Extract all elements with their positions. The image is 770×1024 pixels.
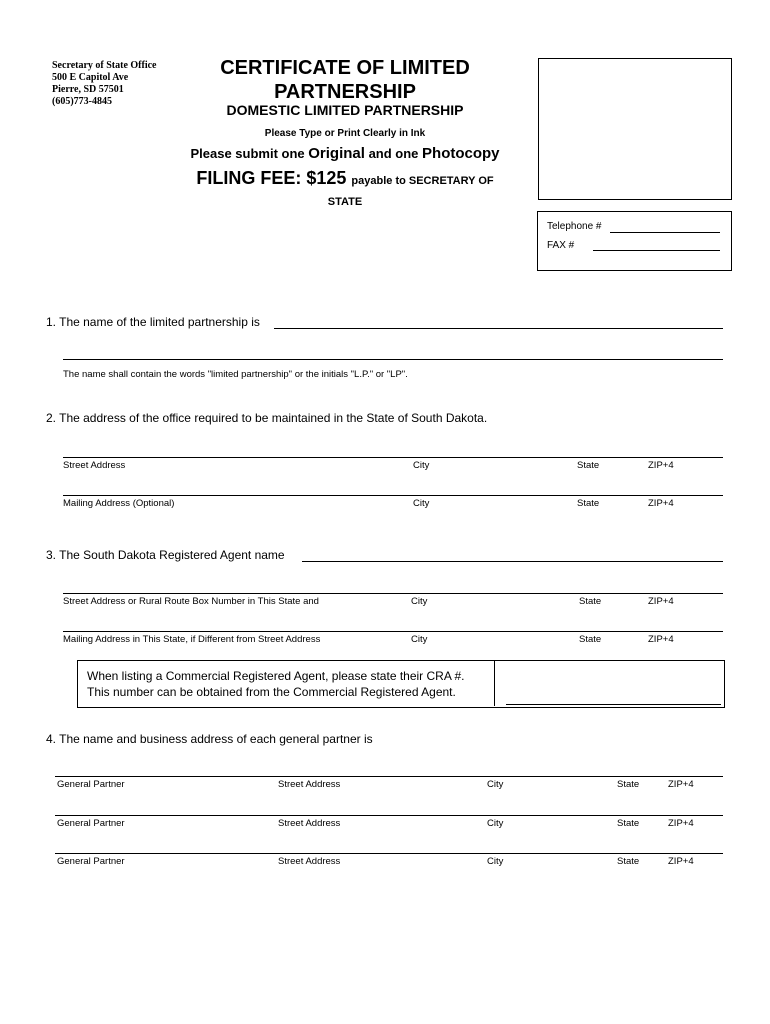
office-mailing-address-field[interactable] [63,495,723,496]
office-city: Pierre, SD 57501 [52,84,124,95]
office-mailing-zip-label: ZIP+4 [648,498,674,509]
agent-street-address-field[interactable] [63,593,723,594]
filing-fee-amount: FILING FEE: $125 [196,168,347,188]
cra-box-divider [494,660,495,706]
general-partner-2-city-label: City [487,818,504,829]
general-partner-3-address-label: Street Address [278,856,341,867]
agent-mailing-zip-label: ZIP+4 [648,634,674,645]
agent-mailing-city-label: City [411,634,428,645]
form-subtitle: DOMESTIC LIMITED PARTNERSHIP [226,102,464,118]
contact-box [537,211,732,271]
office-phone: (605)773-4845 [52,96,112,107]
submit-original: Original [308,145,365,162]
submit-prefix: Please submit one [190,146,305,161]
general-partner-1-zip-label: ZIP+4 [668,779,694,790]
office-mailing-city-label: City [413,498,430,509]
submit-photocopy: Photocopy [422,145,500,162]
office-mailing-state-label: State [577,498,600,509]
fax-label: FAX # [547,240,575,251]
office-street-address-label: Street Address [63,460,126,471]
cra-number-field[interactable] [506,704,721,705]
cra-instruction-line1: When listing a Commercial Registered Agent, please state their CRA #. [87,669,465,683]
general-partner-2-address-label: Street Address [278,818,341,829]
office-mailing-address-label: Mailing Address (Optional) [63,498,175,509]
submit-instruction [180,145,510,162]
office-address-block [52,60,157,108]
general-partner-1-address-label: Street Address [278,779,341,790]
general-partner-3-state-label: State [617,856,640,867]
form-title-line2: PARTNERSHIP [274,81,416,103]
general-partner-3-label: General Partner [57,856,125,867]
office-street-address-field[interactable] [63,457,723,458]
registered-agent-name-field[interactable] [302,561,723,562]
form-title-line1: CERTIFICATE OF LIMITED [220,57,470,79]
print-instruction: Please Type or Print Clearly in Ink [264,128,426,139]
general-partner-2-label: General Partner [57,818,125,829]
general-partner-2-state-label: State [617,818,640,829]
general-partner-1-label: General Partner [57,779,125,790]
form-title [180,56,510,104]
agent-mailing-address-field[interactable] [63,631,723,632]
general-partner-3-field[interactable] [55,853,723,854]
office-state-label: State [577,460,600,471]
office-street: 500 E Capitol Ave [52,72,129,83]
general-partner-1-field[interactable] [55,776,723,777]
filing-fee [180,168,510,210]
agent-zip-label: ZIP+4 [648,596,674,607]
general-partner-1-city-label: City [487,779,504,790]
general-partner-1-state-label: State [617,779,640,790]
partnership-name-field[interactable] [274,328,723,329]
agent-city-label: City [411,596,428,607]
partnership-name-field-line2[interactable] [63,359,723,360]
agent-mailing-address-label: Mailing Address in This State, if Different from Street Address [63,634,321,645]
cra-instructions [87,668,465,700]
section1-question: 1. The name of the limited partnership is [46,315,260,329]
office-zip-label: ZIP+4 [648,460,674,471]
filing-fee-payable: payable to SECRETARY OF STATE [327,175,494,208]
section3-question: 3. The South Dakota Registered Agent name [46,548,285,562]
agent-state-label: State [579,596,602,607]
agent-mailing-state-label: State [579,634,602,645]
section4-question: 4. The name and business address of each general partner is [46,732,373,746]
fax-field[interactable] [593,250,720,251]
telephone-label: Telephone # [547,221,602,232]
general-partner-3-zip-label: ZIP+4 [668,856,694,867]
cra-instruction-line2: This number can be obtained from the Commercial Registered Agent. [87,685,456,699]
general-partner-2-field[interactable] [55,815,723,816]
office-city-label: City [413,460,430,471]
section2-question: 2. The address of the office required to be maintained in the State of South Dakota. [46,411,488,425]
telephone-field[interactable] [610,232,720,233]
submit-and: and one [368,146,419,161]
section1-note: The name shall contain the words "limited partnership" or the initials "L.P." or "LP". [63,369,408,380]
office-use-stamp-box [538,58,732,200]
office-name: Secretary of State Office [52,60,157,71]
general-partner-2-zip-label: ZIP+4 [668,818,694,829]
general-partner-3-city-label: City [487,856,504,867]
agent-street-address-label: Street Address or Rural Route Box Number in This State and [63,596,319,607]
